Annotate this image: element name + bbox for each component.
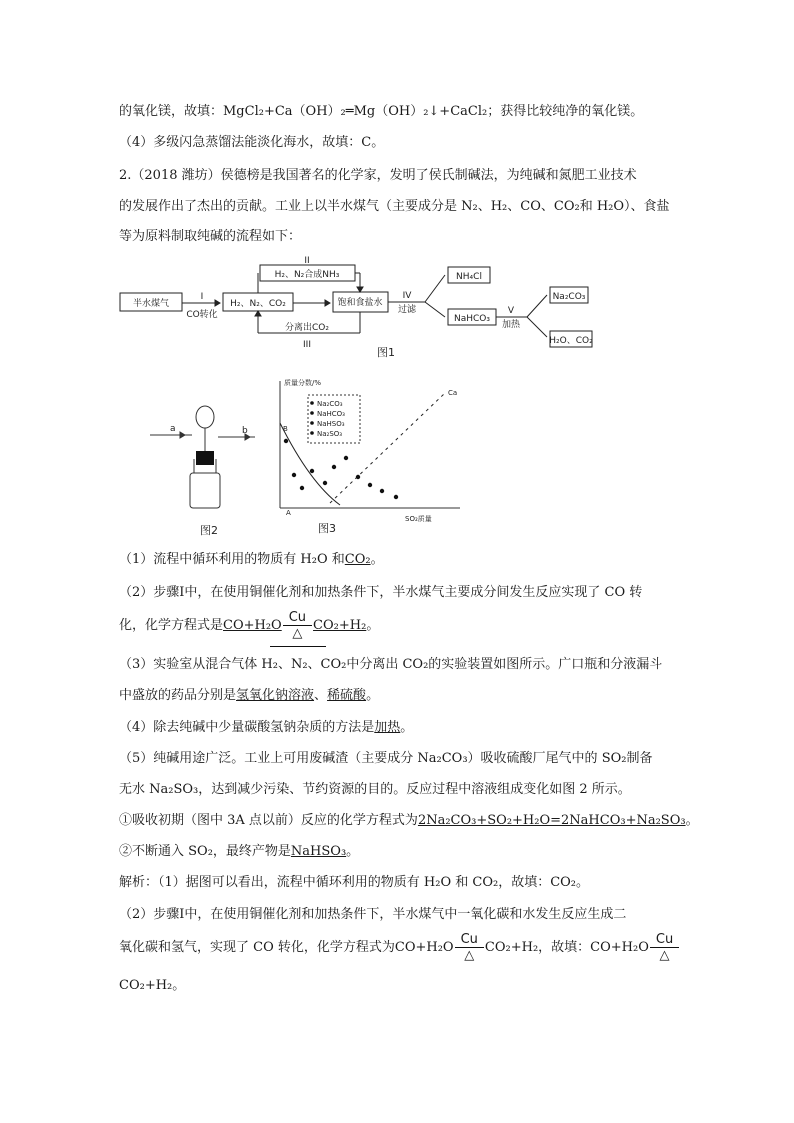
- separator: 、: [314, 688, 328, 703]
- analysis-2: （2）步骤Ⅰ中，在使用铜催化剂和加热条件下，半水煤气中一氧化碳和水发生反应生成二: [119, 907, 627, 922]
- text-step-5: V: [507, 306, 515, 316]
- punct: 。: [370, 552, 384, 567]
- analysis-condition-2: [650, 933, 679, 963]
- question-2-line-1: （2）步骤Ⅰ中，在使用铜催化剂和加热条件下，半水煤气主要成分间发生反应实现了 CO 转: [119, 585, 643, 600]
- text-h2o-co2: H₂O、CO₂: [549, 336, 593, 346]
- punct: 。: [366, 618, 380, 633]
- text-separate-co2: 分离出CO₂: [285, 323, 329, 333]
- text-step-3: III: [303, 340, 311, 350]
- text-na2co3: Na₂CO₃: [552, 292, 586, 302]
- punct: 。: [366, 688, 380, 703]
- question-4: [119, 719, 413, 737]
- figure-1-caption: 图1: [377, 346, 395, 359]
- text-step-1: I: [200, 292, 204, 302]
- question-3-text: 中盛放的药品分别是: [119, 688, 237, 703]
- question-5-line-1: （5）纯碱用途广泛。工业上可用废碱渣（主要成分 Na₂CO₃）吸收硫酸厂尾气中的 SO₂制备: [119, 751, 653, 766]
- answer-3-reagent-2: 稀硫酸: [327, 688, 367, 703]
- question-5-part-2: [119, 843, 359, 861]
- analysis-3-text: 氧化碳和氢气，实现了 CO 转化，化学方程式为: [119, 940, 395, 955]
- label-b: b: [242, 426, 248, 436]
- text-heating: 加热: [501, 320, 521, 330]
- legend-item-1: NaHCO₃: [317, 410, 345, 418]
- figure-3-chart: [270, 373, 470, 538]
- analysis-3: [119, 930, 680, 966]
- question-2-heading: 2.（2018 潍坊）侯德榜是我国著名的化学家，发明了侯氏制碱法，为纯碱和氮肥工业技术: [119, 168, 637, 183]
- analysis-condition-1: [455, 933, 484, 963]
- line-2: （4）多级闪急蒸馏法能淡化海水，故填：C。: [119, 135, 385, 150]
- line-increasing: [330, 393, 445, 503]
- line-5: 等为原料制取纯碱的流程如下：: [119, 229, 302, 244]
- punct: 。: [400, 720, 414, 735]
- label-a: a: [170, 424, 176, 434]
- heat-symbol: △: [283, 625, 312, 641]
- answer-5-part-2: NaHSO₃: [290, 844, 347, 859]
- line-4: 的发展作出了杰出的贡献。工业上以半水煤气（主要成分是 N₂、H₂、CO、CO₂和 H₂O）、食盐: [119, 199, 670, 214]
- analysis-1: 解析：（1）据图可以看出，流程中循环利用的物质有 H₂O 和 CO₂，故填：CO₂。: [119, 875, 590, 890]
- figure-2-caption: 图2: [200, 524, 218, 537]
- question-5-part-1-text: ①吸收初期（图中 3A 点以前）反应的化学方程式为: [119, 813, 418, 828]
- punct: 。: [685, 813, 699, 828]
- y-axis-label: 质量分数/%: [284, 379, 322, 387]
- question-1-text: （1）流程中循环利用的物质有 H₂O 和: [119, 552, 345, 567]
- question-1: [119, 551, 384, 569]
- catalyst-cu: Cu: [288, 609, 307, 625]
- question-5-part-2-text: ②不断通入 SO₂，最终产物是: [119, 844, 291, 859]
- question-3-line-1: （3）实验室从混合气体 H₂、N₂、CO₂中分离出 CO₂的实验装置如图所示。广口瓶和分液漏斗: [119, 657, 663, 672]
- point-b-label: B: [283, 425, 288, 433]
- punct: 。: [346, 844, 360, 859]
- text-co-conversion: CO转化: [186, 310, 218, 320]
- figure-2-apparatus: [130, 395, 270, 540]
- figure-3-caption: 图3: [318, 522, 336, 535]
- analysis-eq-right: CO₂+H₂，故填：CO+H₂O: [484, 940, 649, 955]
- answer-2-underline: [270, 646, 326, 647]
- question-4-text: （4）除去纯碱中少量碳酸氢钠杂质的方法是: [119, 720, 375, 735]
- answer-5-part-1: 2Na₂CO₃+SO₂+H₂O=2NaHCO₃+Na₂SO₃: [417, 813, 686, 828]
- question-3-line-2: [119, 687, 379, 705]
- question-2-line-2: [119, 608, 379, 644]
- analysis-eq-left: CO+H₂O: [394, 940, 454, 955]
- figure-1-flowchart: [115, 255, 595, 360]
- legend-item-3: Na₂SO₃: [317, 430, 343, 438]
- x-axis-label: SO₂质量: [405, 515, 432, 523]
- answer-2-left: CO+H₂O: [223, 618, 282, 633]
- line-label: Ca: [448, 389, 458, 397]
- text-nh3: H₂、N₂合成NH₃: [274, 270, 340, 280]
- question-2-text: 化，化学方程式是: [119, 618, 224, 633]
- heat-symbol: △: [650, 947, 679, 963]
- answer-3-reagent-1: 氢氧化钠溶液: [236, 688, 315, 703]
- answer-1: CO₂: [344, 552, 371, 567]
- text-gases: H₂、N₂、CO₂: [230, 299, 286, 309]
- legend-item-0: Na₂CO₃: [317, 400, 343, 408]
- analysis-4: CO₂+H₂。: [119, 978, 186, 993]
- text-nh4cl: NH₄Cl: [456, 272, 482, 282]
- text-step-2: II: [304, 256, 310, 266]
- text-filter: 过滤: [397, 305, 417, 315]
- answer-4: 加热: [374, 720, 401, 735]
- catalyst-cu: Cu: [655, 931, 674, 947]
- question-5-line-2: 无水 Na₂SO₃，达到减少污染、节约资源的目的。反应过程中溶液组成变化如图 2 所示。: [119, 782, 631, 797]
- text-semi-water-gas: 半水煤气: [132, 299, 170, 309]
- catalyst-cu: Cu: [460, 931, 478, 947]
- legend-item-2: NaHSO₃: [317, 420, 345, 428]
- text-step-4: IV: [402, 291, 412, 301]
- line-1: 的氧化镁，故填：MgCl₂+Ca（OH）₂═Mg（OH）₂↓+CaCl₂；获得比较纯净的氧化镁。: [119, 104, 644, 119]
- heat-symbol: △: [455, 947, 484, 963]
- reaction-condition: [283, 611, 312, 641]
- text-nahco3: NaHCO₃: [454, 314, 490, 324]
- text-salt-water: 饱和食盐水: [337, 298, 383, 308]
- question-5-part-1: [119, 812, 699, 830]
- point-a-label: A: [286, 509, 291, 517]
- answer-2-right: CO₂+H₂: [313, 618, 367, 633]
